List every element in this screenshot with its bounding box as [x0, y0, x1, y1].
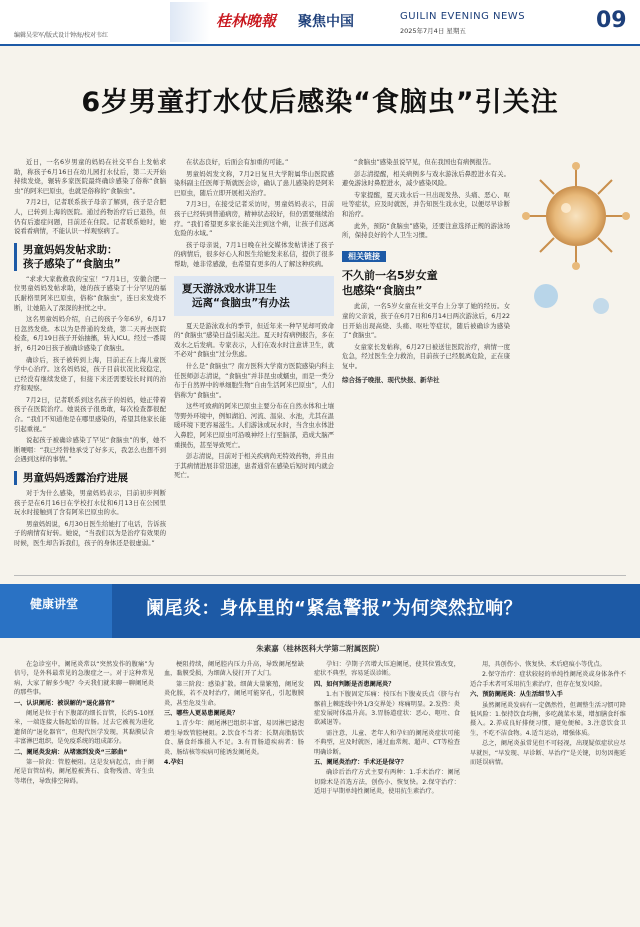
article2-column-3 [314, 660, 460, 798]
paragraph: 孩子母亲说，7月1日晚在社交媒体发帖讲述了孩子的病情后，很多好心人和医生给她发来私信，提供了很多帮助，她非常感激，也希望有更多的人了解这种疾病。 [174, 240, 334, 268]
paragraph: 此前，一名5岁女童在社交平台上分享了她的经历。女童的父亲说，孩子在6月7日和6月14日两次游泳后，6月22日开始出现高烧、头痛、呕吐等症状，随后被确诊为感染了“食脑虫”。 [342, 302, 510, 340]
section-title: 聚焦中国 [298, 14, 354, 30]
paragraph: 孕妇：孕期子宫增大压迫阑尾，使其位置改变，症状不典型，容易延误诊断。 [314, 661, 460, 678]
main-headline: 6岁男童打水仗后感染“食脑虫”引关注 [81, 87, 559, 118]
paragraph: 什么是“食脑虫”？南方医科大学南方医院感染内科主任医师彭志清说，“食脑虫”并非昆虫或蠕虫，而是一类分布于自然界中的单细胞生物“自由生活阿米巴原虫”，人们俗称为“食脑虫”。 [174, 361, 334, 399]
paragraph: 阑尾是位于右下腹部的细长盲管，长约5-10厘米，一端连接大肠起始的盲肠。过去它被视为进化遗留的“退化器官”，但现代医学发现，其黏膜层含丰富淋巴组织，是免疫系统的组成部分。 [14, 710, 154, 746]
section-heading: 4.孕妇 [164, 759, 184, 767]
paragraph: 男童妈妈说，6月30日医生给她打了电话，告诉孩子的病情有好转。她说，“当我们以为是治疗有效果的时候，医生却告诉我们，孩子的身体还是很虚弱。” [14, 519, 167, 547]
paragraph: 7月3日，在接受记者采访时，男童妈妈表示，目前孩子已经转到普通病房，精神状态较好，但仍需要继续治疗。“我们希望更多家长能关注到这个病，让孩子们远离危险的水域。” [174, 200, 334, 238]
section-heading: 三、哪些人更易患阑尾炎？ [164, 710, 239, 718]
section-heading: 六、预防阑尾炎：从生活细节入手 [470, 691, 563, 699]
source-credit: 综合扬子晚报、现代快报、新华社 [342, 375, 440, 384]
subheading-line: 孩子感染了“食脑虫” [23, 257, 121, 270]
related-link-tag: 相关链接 [342, 251, 386, 263]
paragraph: 虽然阑尾炎发病有一定偶然性，但调整生活习惯可降低风险：1.保持饮食均衡，多吃蔬菜水果，增加膳食纤维摄入。2.养成良好排便习惯，避免便秘。3.注意饮食卫生，不吃不洁食物。4.适当运动，增强体质。 [470, 701, 626, 737]
paragraph: 确诊后，孩子被转到上海，目前正在上海儿童医学中心治疗。这名妈妈说，孩子目前状况比较稳定，已经没有继续发烧了，但接下来还需要较长时间的治疗和观察。 [14, 355, 166, 393]
paragraph: 在急诊室中，阑尾炎常以“突然发作的腹痛”为信号，是外科最常见的急腹症之一。对于这种常见病，大家了解多少呢？今天我们就来聊一聊阑尾炎的那些事。 [14, 661, 154, 697]
section-heading: 一、认识阑尾：被误解的“退化器官” [14, 699, 115, 707]
subheading-line: 远离“食脑虫”有办法 [192, 296, 290, 309]
paragraph: 这些可致病的阿米巴原虫主要分布在自然水体和土壤等野外环境中，例如湖泊、河流、温泉、水池，尤其在温暖环境下更容易滋生。人们游泳或玩水时，当含虫水体进入鼻腔，阿米巴原虫可沿嗅神经上行至脑部，造成大脑严重损伤，甚至导致死亡。 [174, 402, 334, 449]
newspaper-logo: 桂林晚報 [216, 12, 277, 30]
paragraph: 这名男童妈妈介绍，自己的孩子今年6岁，6月17日忽然发烧。本以为是普通的发烧，第二天再去医院检查，6月19日孩子开始抽搐，转入ICU。经过一番周折，6月20日孩子被确诊感染了食脑虫。 [14, 315, 166, 352]
article2-column-1 [14, 660, 154, 787]
paragraph: 7月2日，记者联系孩子母亲了解到，孩子是合肥人，已转到上海的医院。通过药物治疗后已退热，但仍有后遗症问题，目前还在住院。记者联系她时，她说看看病情，不能认识一样观察病了。 [14, 198, 166, 236]
subheading-line: 男童妈妈发帖求助： [23, 243, 118, 256]
article2-headline: 阑尾炎：身体里的“紧急警报”为何突然拉响？ [146, 598, 523, 619]
related-headline-line: 也感染“食脑虫” [342, 284, 423, 298]
section-heading: 五、阑尾炎治疗：手术还是保守？ [314, 759, 407, 767]
paragraph: 此外，预防“食脑虫”感染，还要注意选择正规的游泳场所，保持良好的个人卫生习惯。 [342, 221, 510, 240]
paragraph: 总之，阑尾炎虽常见但不可轻视，出现疑似症状应尽早就医，“早发现、早诊断、早治疗”是关键，切勿因拖延而延误病情。 [470, 740, 626, 767]
paragraph: 对于为什么感染，男童妈妈表示，目前初步判断孩子是在6月16日在学校打水仗和6月13日在公园里玩水时接触到了含有阿米巴原虫的水。 [14, 489, 166, 517]
article2-column-4 [470, 660, 626, 768]
masthead [0, 0, 640, 46]
paragraph: 彭志清提醒，相关病例多与戏水游泳后鼻腔进水有关。避免游泳时鼻腔进水，减少感染风险。 [342, 169, 510, 188]
paragraph: 男童妈妈发文称，7月2日复旦大学附属华山医院感染科副主任医师于斯就医会诊，确认了患儿感染的是阿米巴原虫，随后立即开展相关治疗。 [174, 169, 334, 197]
editor-credits: 编辑吴荣军/版式设计钟海/校对韦红 [14, 32, 109, 39]
paragraph: 专家提醒，夏天戏水后一旦出现发热、头痛、恶心、呕吐等症状，应及时就医，并告知医生戏水史，以便尽早诊断和治疗。 [342, 190, 510, 218]
paragraph: 1.青少年：阑尾淋巴组织丰富，易因淋巴滤泡增生导致管腔梗阻。2.饮食不当者：长期高脂肪饮食、膳食纤维摄入不足。3.有胃肠道疾病者：肠炎、肠结核等疾病可能诱发阑尾炎。 [164, 720, 304, 756]
paragraph: 确诊后治疗方式主要有两种：1.手术治疗：阑尾切除术是首选方法，创伤小、恢复快。2.保守治疗：适用于早期单纯性阑尾炎，使用抗生素治疗。 [314, 769, 460, 796]
subheading-2: 男童妈妈透露治疗进展 [14, 471, 166, 485]
related-headline [342, 268, 510, 298]
article-column-3 [342, 158, 510, 385]
article2-column-2 [164, 660, 304, 768]
section-heading: 二、阑尾炎发病：从堵塞到发炎“三部曲” [14, 748, 128, 756]
paragraph: 第一阶段：管腔梗阻。这是发病起点，由于阑尾是盲管结构，阑尾腔被粪石、食物残渣、寄生虫等堵住，导致排空障碍。 [14, 759, 154, 785]
paragraph: “食脑虫”感染虽说罕见，但在我国也有病例报告。 [354, 158, 495, 166]
page-number: 09 [596, 8, 627, 33]
section-divider [14, 575, 626, 576]
paragraph: 1.右下腹固定压痛：按压右下腹麦氏点（脐与右髂前上棘连线中外1/3交界处）疼痛明显。2.发热：炎症发展时体温升高。3.胃肠道症状：恶心、呕吐、食欲减退等。 [314, 691, 460, 727]
related-headline-line: 不久前一名5岁女童 [342, 269, 438, 283]
virus-illustration-icon [516, 146, 630, 326]
paragraph: 彭志清说，目前对于相关疾病尚无特效药物，并且由于其病情进展非常迅速，患者通常在感染后短时间内就会死亡。 [174, 452, 334, 480]
subheading-line: 夏天游泳戏水讲卫生 [182, 282, 277, 295]
paragraph: 2.保守治疗：症状较轻的单纯性阑尾炎或身体条件不适合手术者可采用抗生素治疗，但存在复发风险。 [470, 671, 626, 688]
paragraph: 7月2日，记者联系到这名孩子的妈妈，她正带着孩子在医院治疗。她说孩子很勇敢，每次检查都很配合。“我们不知道他是在哪里感染的，希望其他家长能引起重视。” [14, 395, 166, 433]
article2-author: 朱素嘉（桂林医科大学第二附属医院） [256, 644, 384, 653]
article-column-1 [14, 158, 166, 551]
column-tag: 健康讲堂 [30, 597, 79, 611]
paragraph: 在状态良好，后面会有加重的可能。” [186, 158, 289, 166]
paragraph: 需注意，儿童、老年人和孕妇的阑尾炎症状可能不典型，应及时就医，通过血常规、超声、CT等检查明确诊断。 [314, 729, 460, 756]
paragraph: 第三阶段：感染扩散。细菌大量繁殖，阑尾发炎化脓，若不及时治疗，阑尾可能穿孔，引起腹膜炎，甚至危及生命。 [164, 680, 304, 707]
paragraph: 梗阻持续，阑尾腔内压力升高，导致阑尾壁缺血，黏膜受损，为细菌入侵打开了大门。 [164, 661, 304, 678]
paragraph: 女童家长发帖称，6月27日被送往医院治疗，病情一度危急，经过医生全力救治，目前孩子已经脱离危险，正在康复中。 [342, 342, 510, 370]
masthead-ornament [170, 2, 210, 42]
paragraph: “求求大家救救我的宝宝！”7月1日，安徽合肥一位男童妈妈发帖求助，她的孩子感染了十分罕见的福氏耐格里阿米巴原虫，俗称“食脑虫”，连日来发烧不断，让她陷入了深深的担忧之中。 [14, 274, 166, 312]
article-column-2 [174, 158, 334, 483]
section-heading: 四、如何判断是否患阑尾炎？ [314, 680, 395, 688]
paragraph: 用，具创伤小、恢复快、术后疤痕小等优点。 [482, 661, 606, 668]
pull-quote-subheading [174, 276, 334, 316]
paragraph: 近日，一名6岁男童的妈妈在社交平台上发帖求助，称孩子6月16日在幼儿园打水仗后，第二天开始持续发烧，辗转多家医院最终确诊感染了俗称“食脑虫”的阿米巴原虫，也就是俗称的“食脑虫”。 [14, 158, 166, 195]
paragraph: 说起孩子被确诊感染了罕见“食脑虫”的事，她不断哽咽：“我已经替他承受了好多天，我怎么也想不到会遇到这样的事情。” [14, 436, 166, 464]
issue-date: 2025年7月4日 星期五 [400, 27, 466, 35]
subheading-1 [14, 243, 166, 271]
paragraph: 夏天是游泳戏水的季节，但近年来一种罕见却可致命的“食脑虫”感染日益引起关注。夏天时有病例报告，多在戏水之后发病。专家表示，人们在戏水时注意讲卫生，就不必对“食脑虫”过分焦虑。 [174, 321, 334, 359]
paper-english-name: GUILIN EVENING NEWS [400, 11, 526, 22]
